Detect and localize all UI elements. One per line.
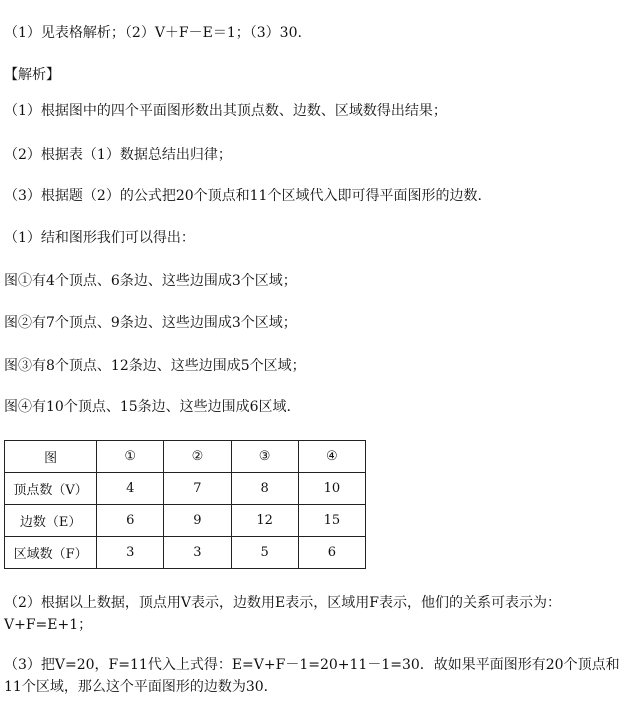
figure-line-4: 图④有10个顶点、15条边、这些边围成6区域. (4, 399, 291, 415)
analysis-heading: 【解析】 (4, 67, 60, 83)
hint-1: （1）根据图中的四个平面图形数出其顶点数、边数、区域数得出结果； (4, 103, 447, 119)
table-cell: 4 (97, 473, 164, 505)
table-cell: 3 (164, 537, 231, 569)
table-cell: 10 (298, 473, 365, 505)
table-cell: 6 (298, 537, 365, 569)
table-cell: 边数（E） (5, 505, 97, 537)
table-header-row (5, 441, 366, 473)
table-header-cell: ① (97, 441, 164, 473)
part2-text: （2）根据以上数据，顶点用V表示，边数用E表示，区域用F表示，他们的关系可表示为：V+F=E+1； (4, 595, 561, 633)
part3-text: （3）把V=20，F=11代入上式得：E=V+F－1=20+11－1=30．故如果平面图形有20个顶点和11个区域，那么这个平面图形的边数为30． (4, 657, 620, 695)
table-cell: 7 (164, 473, 231, 505)
hint-2: （2）根据表（1）数据总结出归律； (4, 147, 232, 163)
table-row (5, 473, 366, 505)
table-cell: 9 (164, 505, 231, 537)
figure-line-3: 图③有8个顶点、12条边、这些边围成5个区域； (4, 358, 306, 374)
table-header-cell: ③ (231, 441, 298, 473)
figure-line-1: 图①有4个顶点、6条边、这些边围成3个区域； (4, 273, 297, 289)
table-cell: 15 (298, 505, 365, 537)
table-row (5, 505, 366, 537)
table-cell: 3 (97, 537, 164, 569)
table-cell: 12 (231, 505, 298, 537)
table-cell: 5 (231, 537, 298, 569)
table-header-cell: 图 (5, 441, 97, 473)
table-cell: 6 (97, 505, 164, 537)
figure-line-2: 图②有7个顶点、9条边、这些边围成3个区域； (4, 315, 297, 331)
table-row (5, 537, 366, 569)
hint-3: （3）根据题（2）的公式把20个顶点和11个区域代入即可得平面图形的边数. (4, 188, 482, 204)
part1-intro: （1）结和图形我们可以得出： (4, 230, 195, 246)
table-header-cell: ② (164, 441, 231, 473)
table-cell: 8 (231, 473, 298, 505)
table-cell: 顶点数（V） (5, 473, 97, 505)
table-header-cell: ④ (298, 441, 365, 473)
answer-line: （1）见表格解析；（2）V＋F－E＝1；（3）30. (4, 25, 302, 41)
data-table (4, 440, 366, 569)
table-cell: 区域数（F） (5, 537, 97, 569)
